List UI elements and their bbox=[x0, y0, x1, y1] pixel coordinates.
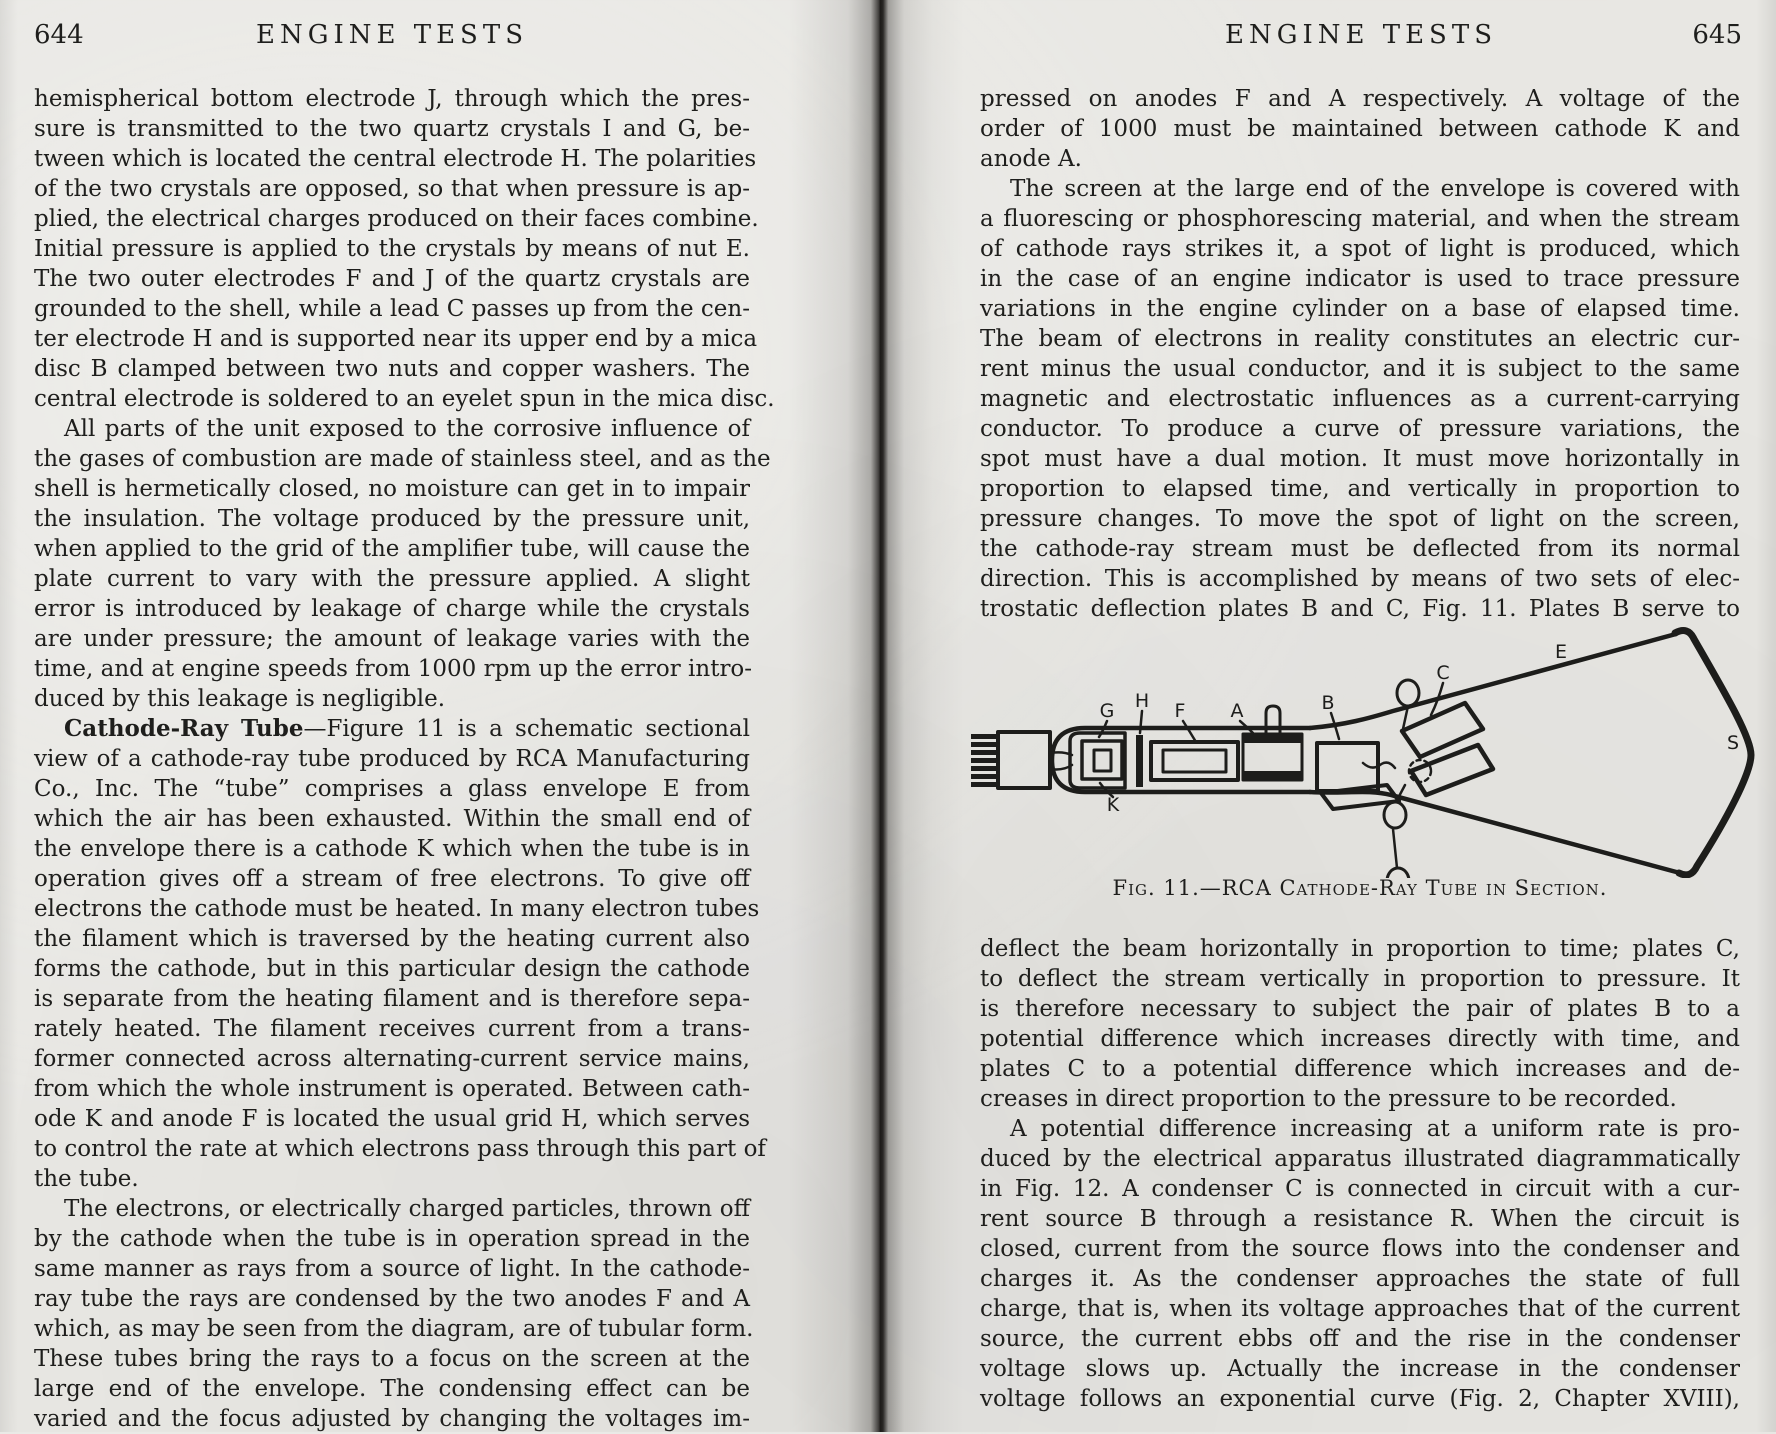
left-page-number: 644 bbox=[34, 20, 84, 50]
text-line: Initial pressure is applied to the crystals by means of nut E. bbox=[34, 236, 750, 262]
text-line: which, as may be seen from the diagram, are of tubular form. bbox=[34, 1316, 754, 1342]
text-line: the gases of combustion are made of stainless steel, and as the bbox=[34, 446, 771, 472]
paragraph bbox=[980, 934, 1740, 1114]
text-line: plates C to a potential difference which increases and de- bbox=[980, 1056, 1740, 1082]
figure-label-s: S bbox=[1726, 732, 1740, 754]
text-line: rately heated. The filament receives current from a trans- bbox=[34, 1016, 750, 1042]
text-line: sure is transmitted to the two quartz crystals I and G, be- bbox=[34, 116, 750, 142]
text-line: potential difference which increases directly with time, and bbox=[980, 1026, 1740, 1052]
text-line: source, the current ebbs off and the rise in the condenser bbox=[980, 1326, 1740, 1352]
right-page-number: 645 bbox=[1692, 20, 1742, 50]
text-line: proportion to elapsed time, and vertically in proportion to bbox=[980, 476, 1740, 502]
text-line: ray tube the rays are condensed by the two anodes F and A bbox=[34, 1286, 750, 1312]
figure-label-a: A bbox=[1230, 700, 1244, 722]
text-line: operation gives off a stream of free electrons. To give off bbox=[34, 866, 750, 892]
text-line: varied and the focus adjusted by changing the voltages im- bbox=[34, 1406, 750, 1432]
text-line: former connected across alternating-current service mains, bbox=[34, 1046, 750, 1072]
text-line: grounded to the shell, while a lead C passes up from the cen- bbox=[34, 296, 750, 322]
left-edge-shade bbox=[0, 0, 18, 1432]
text-line: shell is hermetically closed, no moisture can get in to impair bbox=[34, 476, 750, 502]
tube-diagram-svg bbox=[935, 613, 1755, 878]
text-line: in Fig. 12. A condenser C is connected in circuit with a cur- bbox=[980, 1176, 1740, 1202]
text-line: of the two crystals are opposed, so that when pressure is ap- bbox=[34, 176, 750, 202]
text-line: variations in the engine cylinder on a base of elapsed time. bbox=[980, 296, 1740, 322]
text-line: large end of the envelope. The condensing effect can be bbox=[34, 1376, 750, 1402]
text-line: hemispherical bottom electrode J, through which the pres- bbox=[34, 86, 750, 112]
left-page-body bbox=[34, 84, 775, 1434]
text-line: anode A. bbox=[980, 146, 1082, 172]
text-line: duced by the electrical apparatus illustrated diagrammatically bbox=[980, 1146, 1740, 1172]
text-line: plied, the electrical charges produced on their faces combine. bbox=[34, 206, 759, 232]
text-line: the cathode-ray stream must be deflected from its normal bbox=[980, 536, 1740, 562]
tube-pins-icon bbox=[971, 734, 999, 787]
text-line: pressure changes. To move the spot of light on the screen, bbox=[980, 506, 1740, 532]
figure-label-h: H bbox=[1134, 690, 1150, 712]
paragraph bbox=[980, 174, 1740, 624]
text-line: is therefore necessary to subject the pair of plates B to a bbox=[980, 996, 1740, 1022]
text-line: deflect the beam horizontally in proportion to time; plates C, bbox=[980, 936, 1740, 962]
text-line: is separate from the heating filament and is therefore sepa- bbox=[34, 986, 750, 1012]
figure-label-e: E bbox=[1554, 641, 1568, 663]
text-line: disc B clamped between two nuts and copper washers. The bbox=[34, 356, 750, 382]
text-line: in the case of an engine indicator is used to trace pressure bbox=[980, 266, 1740, 292]
text-line: from which the whole instrument is operated. Between cath- bbox=[34, 1076, 750, 1102]
text-line: view of a cathode-ray tube produced by RCA Manufacturing bbox=[34, 746, 750, 772]
text-line: to deflect the stream vertically in proportion to pressure. It bbox=[980, 966, 1740, 992]
text-line: of cathode rays strikes it, a spot of light is produced, which bbox=[980, 236, 1740, 262]
text-line: trostatic deflection plates B and C, Fig. 11. Plates B serve to bbox=[980, 596, 1740, 622]
paragraph bbox=[34, 414, 771, 714]
text-line: Cathode-Ray Tube—Figure 11 is a schematic sectional bbox=[64, 715, 750, 742]
figure-label-g: G bbox=[1099, 700, 1115, 722]
text-line: closed, current from the source flows into the condenser and bbox=[980, 1236, 1740, 1262]
text-line: order of 1000 must be maintained between cathode K and bbox=[980, 116, 1740, 142]
right-page-body-bottom bbox=[980, 934, 1740, 1414]
text-line: the tube. bbox=[34, 1166, 139, 1192]
text-line: The screen at the large end of the envelope is covered with bbox=[1010, 176, 1740, 202]
tube-funnel-top bbox=[1310, 634, 1676, 728]
right-page-header bbox=[980, 20, 1742, 54]
paragraph bbox=[34, 714, 766, 1194]
text-line: voltage slows up. Actually the increase in the condenser bbox=[980, 1356, 1740, 1382]
text-line: when applied to the grid of the amplifier tube, will cause the bbox=[34, 536, 750, 562]
right-page-body-top bbox=[980, 84, 1740, 624]
text-line: plate current to vary with the pressure applied. A slight bbox=[34, 566, 750, 592]
left-page-header bbox=[34, 20, 750, 54]
left-running-head: ENGINE TESTS bbox=[255, 20, 529, 50]
text-line: which the air has been exhausted. Within the small end of bbox=[34, 806, 750, 832]
tube-base bbox=[998, 732, 1050, 788]
text-line: creases in direct proportion to the pressure to be recorded. bbox=[980, 1086, 1677, 1112]
text-line: conductor. To produce a curve of pressure variations, the bbox=[980, 416, 1740, 442]
figure-label-b: B bbox=[1321, 692, 1335, 714]
text-line: magnetic and electrostatic influences as a current-carrying bbox=[980, 386, 1740, 412]
text-line: voltage follows an exponential curve (Fig. 2, Chapter XVIII), bbox=[980, 1386, 1740, 1412]
text-line: These tubes bring the rays to a focus on the screen at the bbox=[34, 1346, 750, 1372]
tube-screen bbox=[1675, 631, 1751, 875]
text-line: tween which is located the central electrode H. The polarities bbox=[34, 146, 757, 172]
text-line: charges it. As the condenser approaches the state of full bbox=[980, 1266, 1740, 1292]
figure-11 bbox=[935, 613, 1755, 878]
text-line: by the cathode when the tube is in operation spread in the bbox=[34, 1226, 750, 1252]
text-line: time, and at engine speeds from 1000 rpm up the error intro- bbox=[34, 656, 753, 682]
text-line: The two outer electrodes F and J of the quartz crystals are bbox=[34, 266, 750, 292]
text-line: forms the cathode, but in this particular design the cathode bbox=[34, 956, 750, 982]
text-line: same manner as rays from a source of light. In the cathode- bbox=[34, 1256, 750, 1282]
paragraph bbox=[980, 1114, 1740, 1414]
text-line: spot must have a dual motion. It must move horizontally in bbox=[980, 446, 1740, 472]
grid-bar bbox=[1136, 735, 1143, 787]
text-line: direction. This is accomplished by means of two sets of elec- bbox=[980, 566, 1740, 592]
text-line: to control the rate at which electrons pass through this part of bbox=[34, 1136, 766, 1162]
text-line: The electrons, or electrically charged particles, thrown off bbox=[64, 1196, 750, 1222]
text-line: pressed on anodes F and A respectively. A voltage of the bbox=[980, 86, 1740, 112]
text-line: ter electrode H and is supported near its upper end by a mica bbox=[34, 326, 758, 352]
text-line: ode K and anode F is located the usual grid H, which serves bbox=[34, 1106, 750, 1132]
text-line: charge, that is, when its voltage approaches that of the current bbox=[980, 1296, 1740, 1322]
text-line: A potential difference increasing at a uniform rate is pro- bbox=[1010, 1116, 1740, 1142]
text-line: Co., Inc. The “tube” comprises a glass envelope E from bbox=[34, 776, 750, 802]
right-running-head: ENGINE TESTS bbox=[1224, 20, 1498, 50]
paragraph bbox=[34, 1194, 754, 1434]
figure-label-c: C bbox=[1436, 662, 1450, 684]
paragraph bbox=[34, 84, 775, 414]
text-line: central electrode is soldered to an eyelet spun in the mica disc. bbox=[34, 386, 775, 412]
text-line: All parts of the unit exposed to the corrosive influence of bbox=[64, 416, 750, 442]
text-line: duced by this leakage is negligible. bbox=[34, 686, 446, 712]
text-line: are under pressure; the amount of leakage varies with the bbox=[34, 626, 750, 652]
figure-label-k: K bbox=[1106, 794, 1120, 816]
anode-f bbox=[1151, 742, 1238, 780]
deflection-plates-b bbox=[1317, 743, 1399, 809]
text-line: the insulation. The voltage produced by the pressure unit, bbox=[34, 506, 750, 532]
text-line: rent source B through a resistance R. When the circuit is bbox=[980, 1206, 1740, 1232]
text-line: error is introduced by leakage of charge while the crystals bbox=[34, 596, 750, 622]
right-edge-shade bbox=[1756, 0, 1776, 1432]
figure-caption: Fig. 11.—RCA Cathode-Ray Tube in Section. bbox=[1112, 876, 1608, 900]
text-line: rent minus the usual conductor, and it is subject to the same bbox=[980, 356, 1740, 382]
text-line: The beam of electrons in reality constitutes an electric cur- bbox=[980, 326, 1740, 352]
anode-a bbox=[1243, 706, 1302, 780]
paragraph bbox=[980, 84, 1740, 174]
figure-label-f: F bbox=[1174, 700, 1186, 722]
text-line: a fluorescing or phosphorescing material, and when the stream bbox=[980, 206, 1740, 232]
text-line: the filament which is traversed by the heating current also bbox=[34, 926, 750, 952]
cathode-assembly bbox=[1050, 733, 1125, 788]
text-line: the envelope there is a cathode K which when the tube is in bbox=[34, 836, 750, 862]
text-line: electrons the cathode must be heated. In many electron tubes bbox=[34, 896, 760, 922]
